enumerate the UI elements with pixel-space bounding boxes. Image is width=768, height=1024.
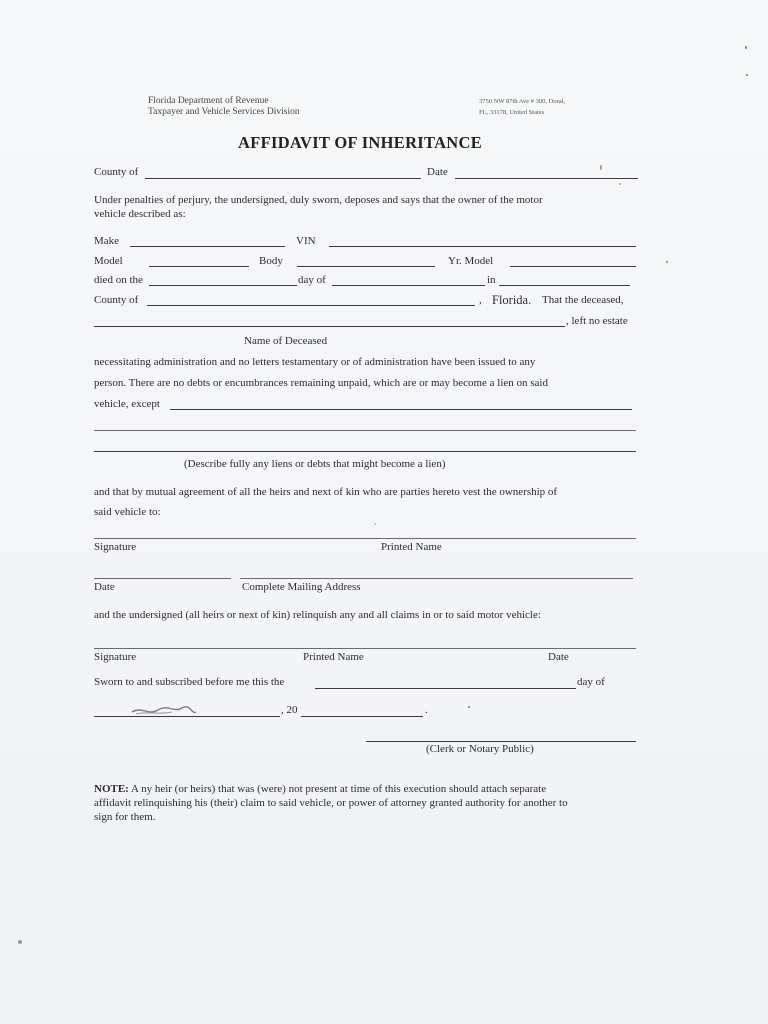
paragraph-line-2: person. There are no debts or encumbrances remaining unpaid, which are or may become a lien on said [94,377,548,389]
deceased-name-field[interactable] [94,326,565,327]
paragraph-line-1: necessitating administration and no letters testamentary or of administration have been issued to any [94,356,536,368]
death-county-field[interactable] [147,305,475,306]
sworn-year-field[interactable] [301,716,423,717]
name-of-deceased-caption: Name of Deceased [244,335,328,347]
date-label: Date [427,166,448,178]
died-on-label: died on the [94,274,143,286]
printed-name-label-2: Printed Name [303,651,364,663]
liens-field-3[interactable] [94,451,636,452]
relinquish-text: and the undersigned (all heirs or next of kin) relinquish any and all claims in or to said motor vehicle: [94,609,541,621]
note-label: NOTE: [94,783,129,795]
clerk-notary-label: (Clerk or Notary Public) [426,743,534,755]
agency-address-line1: 3750 NW 87th Ave # 300, Doral, [479,98,566,105]
period: . [425,704,428,716]
recipient-signature-field[interactable] [94,538,636,539]
date-label-3: Date [548,651,569,663]
form-title: AFFIDAVIT OF INHERITANCE [238,133,483,152]
note-text-1: A ny heir (or heirs) that was (were) not present at time of this execution should attach separate [128,783,547,795]
vin-field[interactable] [329,246,636,247]
comma: , [479,294,482,306]
mailing-address-label: Complete Mailing Address [242,581,361,593]
intro-text-2: vehicle described as: [94,208,186,220]
notary-signature-field[interactable] [366,741,636,742]
mailing-address-field[interactable] [240,578,633,579]
scan-speck [600,165,602,170]
scan-speck [18,940,22,944]
died-year-field[interactable] [499,285,630,286]
mutual-agreement-line-2: said vehicle to: [94,506,161,518]
agency-name: Florida Department of Revenue [148,96,269,106]
that-the-deceased-label: That the deceased, [542,294,624,306]
scan-speck [374,523,376,525]
left-no-estate-label: , left no estate [566,315,628,327]
county-label: County of [94,166,139,178]
heir-signature-field[interactable] [94,648,636,649]
model-field[interactable] [149,266,249,267]
make-field[interactable] [130,246,285,247]
scan-speck [666,261,668,263]
vin-label: VIN [296,235,316,247]
in-label: in [487,274,496,286]
agency-address-line2: FL, 33178, United States [479,109,545,116]
make-label: Make [94,235,120,247]
yr-model-field[interactable] [510,266,636,267]
florida-label: Florida. [492,293,532,307]
body-field[interactable] [297,266,435,267]
county-of-label-2: County of [94,294,139,306]
intro-text: Under penalties of perjury, the undersigned, duly sworn, deposes and says that the owner of the motor [94,194,543,206]
died-day-field[interactable] [149,285,297,286]
recipient-date-field[interactable] [94,578,231,579]
liens-field-2[interactable] [94,430,636,431]
scan-speck [745,46,747,49]
date-label-2: Date [94,581,115,593]
scan-speck [746,74,748,76]
sworn-text: Sworn to and subscribed before me this the [94,676,285,688]
model-label: Model [94,255,123,267]
liens-field-1[interactable] [170,409,632,410]
sworn-day-field[interactable] [315,688,576,689]
scan-speck [468,706,470,708]
date-field[interactable] [455,178,638,179]
division-name: Taxpayer and Vehicle Services Division [148,107,300,117]
note-line-3: sign for them. [94,811,156,823]
signature-label: Signature [94,541,137,553]
pencil-scribble-mark [128,703,198,719]
day-of-label: day of [298,274,326,286]
note-line-1 [94,783,546,796]
died-month-field[interactable] [332,285,485,286]
county-field[interactable] [145,178,421,179]
yr-model-label: Yr. Model [448,255,494,267]
vehicle-except-label: vehicle, except [94,398,160,410]
signature-label-2: Signature [94,651,137,663]
mutual-agreement-line-1: and that by mutual agreement of all the heirs and next of kin who are parties hereto vest the ownership of [94,486,558,498]
describe-liens-caption: (Describe fully any liens or debts that might become a lien) [184,458,446,470]
day-of-label-2: day of [577,676,605,688]
body-label: Body [259,255,283,267]
scan-speck [619,183,621,185]
printed-name-label: Printed Name [381,541,442,553]
comma-20-label: , 20 [281,704,298,716]
note-line-2: affidavit relinquishing his (their) claim to said vehicle, or power of attorney granted authority for another to [94,797,568,809]
